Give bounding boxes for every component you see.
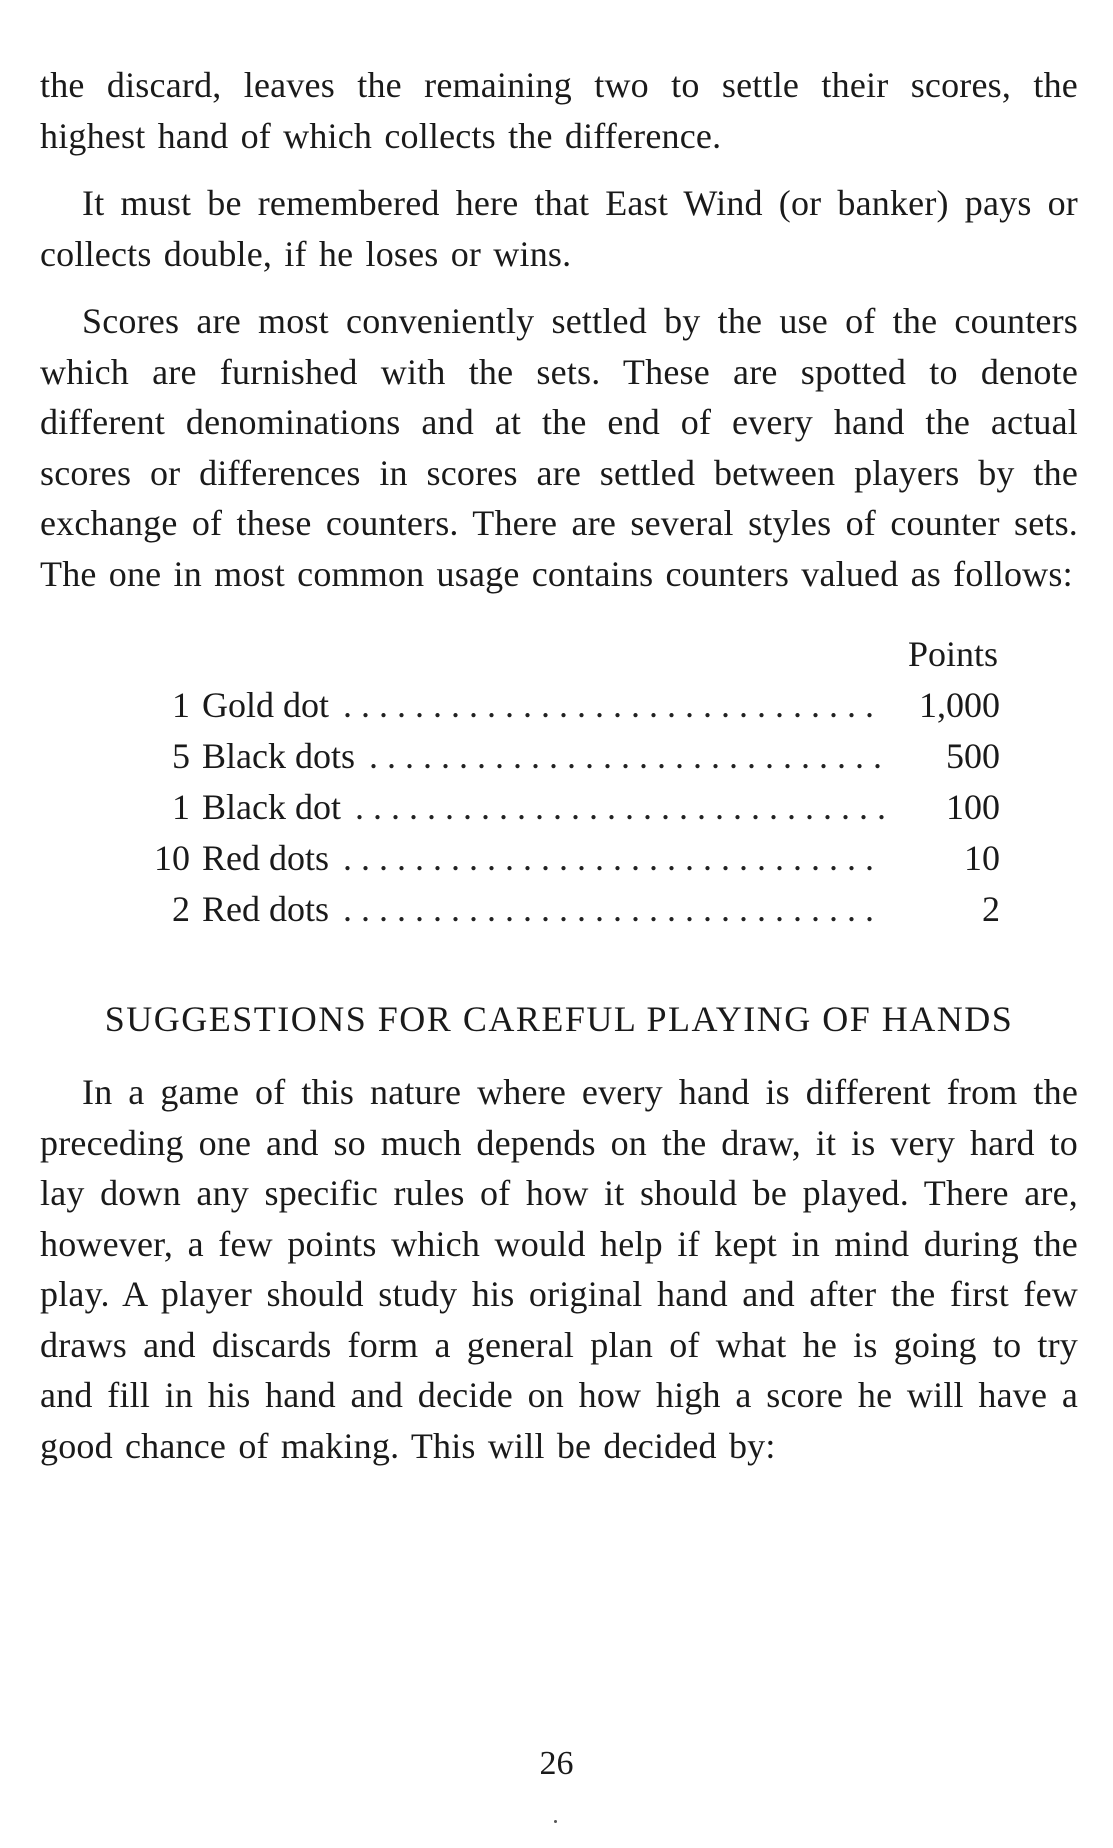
print-speck: [554, 1820, 557, 1823]
dot-leader: [343, 833, 884, 884]
counter-row: [130, 782, 1000, 833]
paragraph-counters: Scores are most conveniently settled by the use of the counters which are furnished with the sets. These are spotted to denote different denominations and at the end of every hand the actual scores or differences in scores are settled between players by the exchange of these counters. There are several styles of counter sets. The one in most common usage contains counters valued as follows:: [40, 301, 1078, 594]
book-page: [40, 60, 1078, 1471]
counter-name: Black dots: [202, 736, 355, 776]
paragraph-playing-suggestions: In a game of this nature where every hand is different from the preceding one and so much depends on the draw, it is very hard to lay down any specific rules of how it should be played. There are, however, a few points which would help if kept in mind during the play. A player should study his original hand and after the first few draws and discards form a general plan of what he is going to try and fill in his hand and decide on how high a score he will have a good chance of making. This will be decided by:: [40, 1072, 1078, 1466]
counter-quantity: 1: [172, 787, 190, 827]
counter-row: [130, 833, 1000, 884]
counter-points: 1,000: [919, 685, 1000, 725]
paragraph-discard-settlement: the discard, leaves the remaining two to settle their scores, the highest hand of which collects the difference.: [40, 65, 1078, 156]
counter-name: Red dots: [202, 838, 330, 878]
counter-name: Red dots: [202, 889, 330, 929]
counter-name: Gold dot: [202, 685, 330, 725]
counter-points: 500: [946, 736, 1000, 776]
counter-values-table: [130, 629, 1000, 935]
counter-points: 2: [982, 889, 1000, 929]
dot-leader: [369, 731, 884, 782]
counter-quantity: 10: [154, 838, 190, 878]
section-heading: SUGGESTIONS FOR CAREFUL PLAYING OF HANDS: [104, 999, 1014, 1039]
dot-leader: [343, 884, 884, 935]
points-column-header: Points: [907, 634, 998, 674]
page-number: 26: [539, 1745, 574, 1782]
counter-row: [130, 884, 1000, 935]
dot-leader: [343, 680, 884, 731]
paragraph-east-wind: It must be remembered here that East Wind (or banker) pays or collects double, if he loses or wins.: [40, 183, 1078, 274]
dot-leader: [355, 782, 884, 833]
counter-quantity: 5: [172, 736, 190, 776]
counter-row: [130, 731, 1000, 782]
counter-quantity: 2: [172, 889, 190, 929]
counter-name: Black dot: [202, 787, 341, 827]
counter-points: 100: [946, 787, 1000, 827]
counter-row: [130, 680, 1000, 731]
counter-quantity: 1: [172, 685, 190, 725]
counter-points: 10: [964, 838, 1000, 878]
